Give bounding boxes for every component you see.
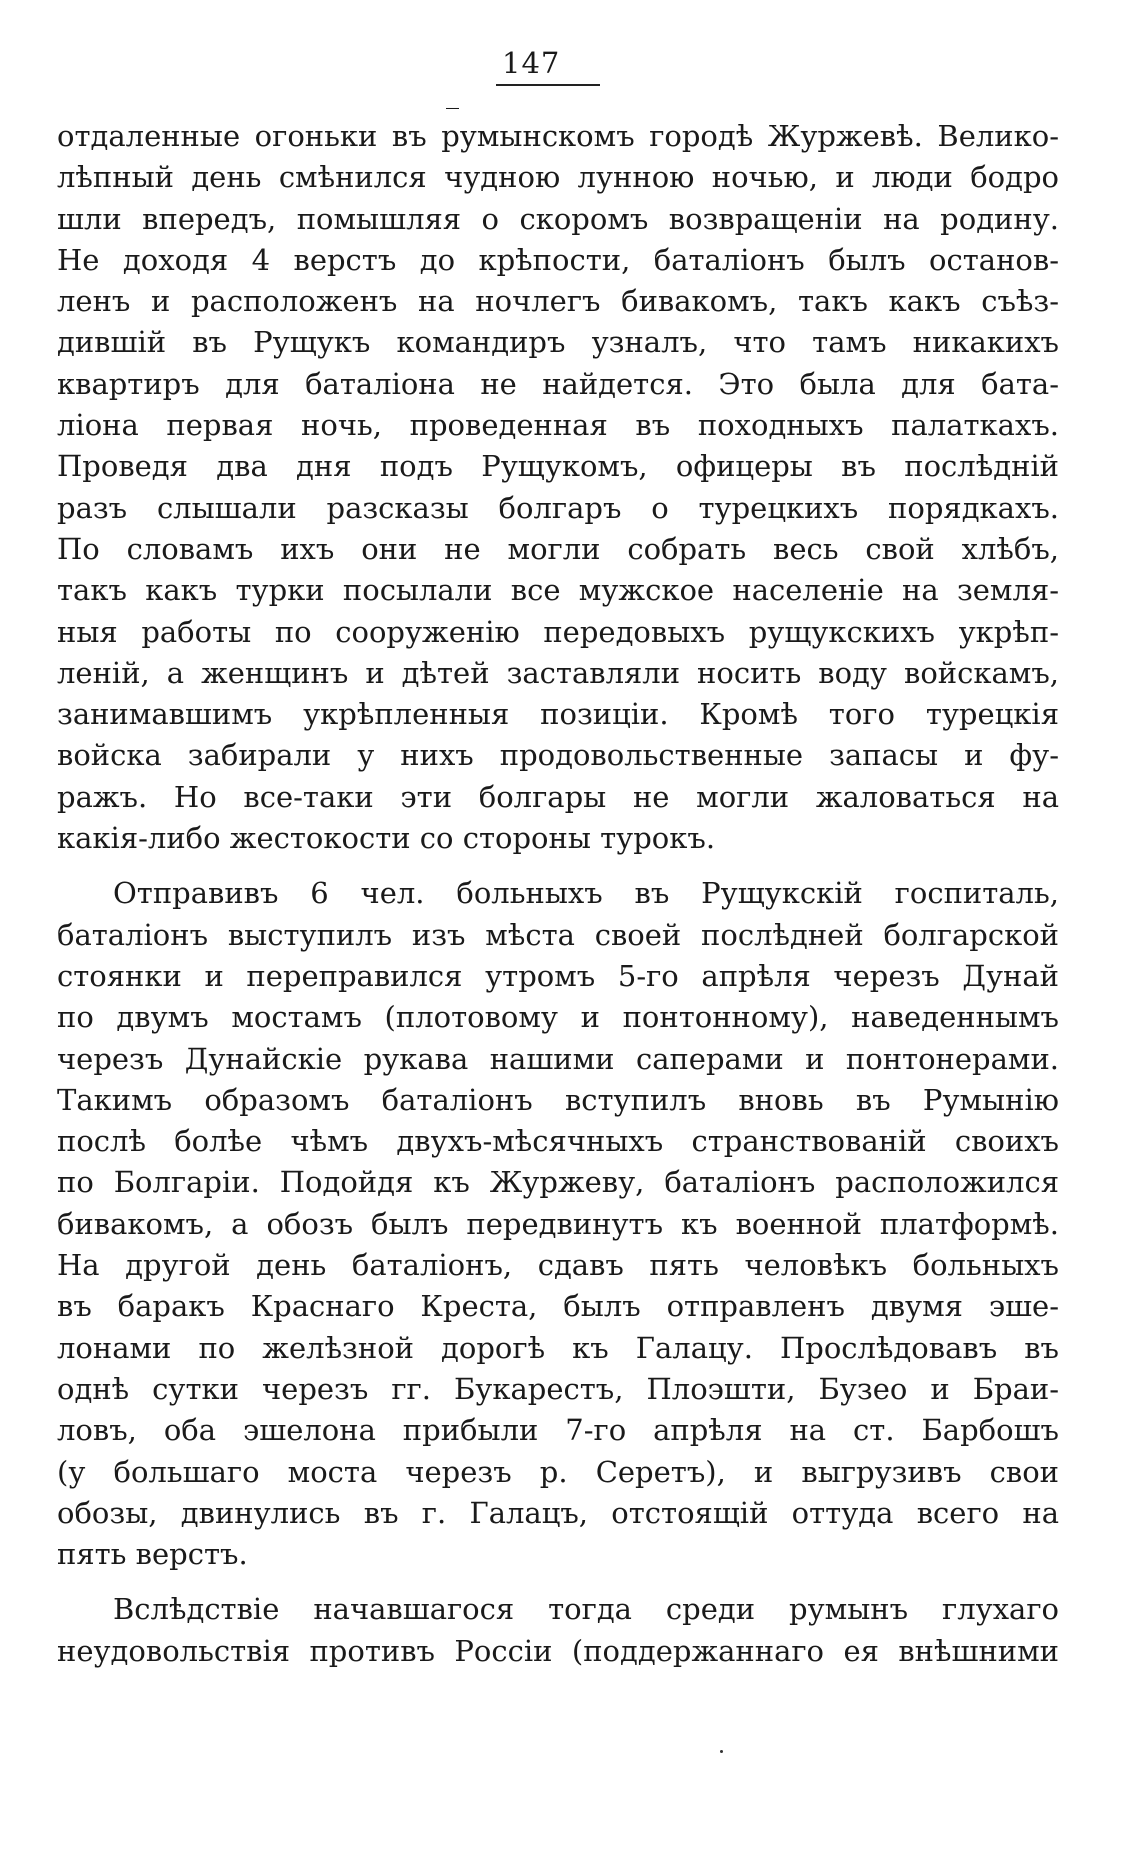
text-line: обозы, двинулись въ г. Галацъ, отстоящій оттуда всего на xyxy=(57,1495,1059,1530)
print-speck xyxy=(720,1750,723,1753)
text-line: квартиръ для баталіона не найдется. Это была для бата- xyxy=(57,366,1059,401)
text-line: леній, а женщинъ и дѣтей заставляли носить воду войскамъ, xyxy=(57,655,1059,690)
text-line: отдаленные огоньки въ румынскомъ городѣ Журжевѣ. Велико- xyxy=(57,119,1059,153)
text-line: бивакомъ, а обозъ былъ передвинутъ къ военной платформѣ. xyxy=(57,1206,1059,1241)
text-line: лѣпный день смѣнился чудною лунною ночью, и люди бодро xyxy=(57,160,1059,195)
text-line: ловъ, оба эшелона прибыли 7-го апрѣля на ст. Барбошъ xyxy=(57,1413,1059,1448)
page-number: 147 xyxy=(502,46,561,80)
text-line: На другой день баталіонъ, сдавъ пять человѣкъ больныхъ xyxy=(57,1248,1059,1283)
text-line: ленъ и расположенъ на ночлегъ бивакомъ, такъ какъ съѣз- xyxy=(57,284,1059,319)
paragraph-1 xyxy=(57,116,1059,859)
text-line: шли впередъ, помышляя о скоромъ возвращеніи на родину. xyxy=(57,201,1059,236)
text-line: По словамъ ихъ они не могли собрать весь свой хлѣбъ, xyxy=(57,531,1059,566)
text-line: черезъ Дунайскіе рукава нашими саперами и понтонерами. xyxy=(57,1041,1059,1076)
text-line: войска забирали у нихъ продовольственные запасы и фу- xyxy=(57,738,1059,773)
text-line: Не доходя 4 верстъ до крѣпости, баталіонъ былъ останов- xyxy=(57,242,1059,277)
text-line: по Болгаріи. Подойдя къ Журжеву, баталіонъ расположился xyxy=(57,1165,1059,1200)
text-line: баталіонъ выступилъ изъ мѣста своей послѣдней болгарской xyxy=(57,917,1059,952)
text-line: по двумъ мостамъ (плотовому и понтонному), наведеннымъ xyxy=(57,1000,1059,1035)
text-line: въ баракъ Краснаго Креста, былъ отправленъ двумя эше- xyxy=(57,1289,1059,1324)
text-line: однѣ сутки черезъ гг. Букарестъ, Плоэшти, Бузео и Браи- xyxy=(57,1371,1059,1406)
text-line: такъ какъ турки посылали все мужское населеніе на земля- xyxy=(57,573,1059,608)
paragraph-3 xyxy=(57,1589,1059,1672)
text-line: ныя работы по сооруженію передовыхъ рущукскихъ укрѣп- xyxy=(57,614,1059,649)
text-line: ражъ. Но все-таки эти болгары не могли жаловаться на xyxy=(57,779,1059,814)
paragraph-2 xyxy=(57,873,1059,1575)
text-line: послѣ болѣе чѣмъ двухъ-мѣсячныхъ странствованій своихъ xyxy=(57,1124,1059,1159)
text-line: ліона первая ночь, проведенная въ походныхъ палаткахъ. xyxy=(57,408,1059,443)
text-line: лонами по желѣзной дорогѣ къ Галацу. Прослѣдовавъ въ xyxy=(57,1330,1059,1365)
text-line: разъ слышали разсказы болгаръ о турецкихъ порядкахъ. xyxy=(57,490,1059,525)
text-line: стоянки и переправился утромъ 5-го апрѣля черезъ Дунай xyxy=(57,958,1059,993)
text-line: какія-либо жестокости со стороны турокъ. xyxy=(57,821,716,856)
text-line: Проведя два дня подъ Рущукомъ, офицеры въ послѣдній xyxy=(57,449,1059,484)
text-line: Такимъ образомъ баталіонъ вступилъ вновь въ Румынію xyxy=(57,1082,1059,1117)
text-line: Вслѣдствіе начавшагося тогда среди румынъ глухаго xyxy=(113,1592,1059,1627)
header-rule xyxy=(496,84,600,86)
text-line: пять верстъ. xyxy=(57,1537,248,1572)
text-line: Отправивъ 6 чел. больныхъ въ Рущукскій госпиталь, xyxy=(113,876,1059,911)
text-line: неудовольствія противъ Россіи (поддержаннаго ея внѣшними xyxy=(57,1633,1059,1668)
page-header xyxy=(440,46,610,110)
body-text xyxy=(57,116,1059,1672)
header-dash: _ xyxy=(446,80,459,110)
text-line: занимавшимъ укрѣпленныя позиціи. Кромѣ того турецкія xyxy=(57,697,1059,732)
text-line: (у большаго моста черезъ р. Серетъ), и выгрузивъ свои xyxy=(57,1454,1059,1489)
text-line: дившій въ Рущукъ командиръ узналъ, что тамъ никакихъ xyxy=(57,325,1059,360)
